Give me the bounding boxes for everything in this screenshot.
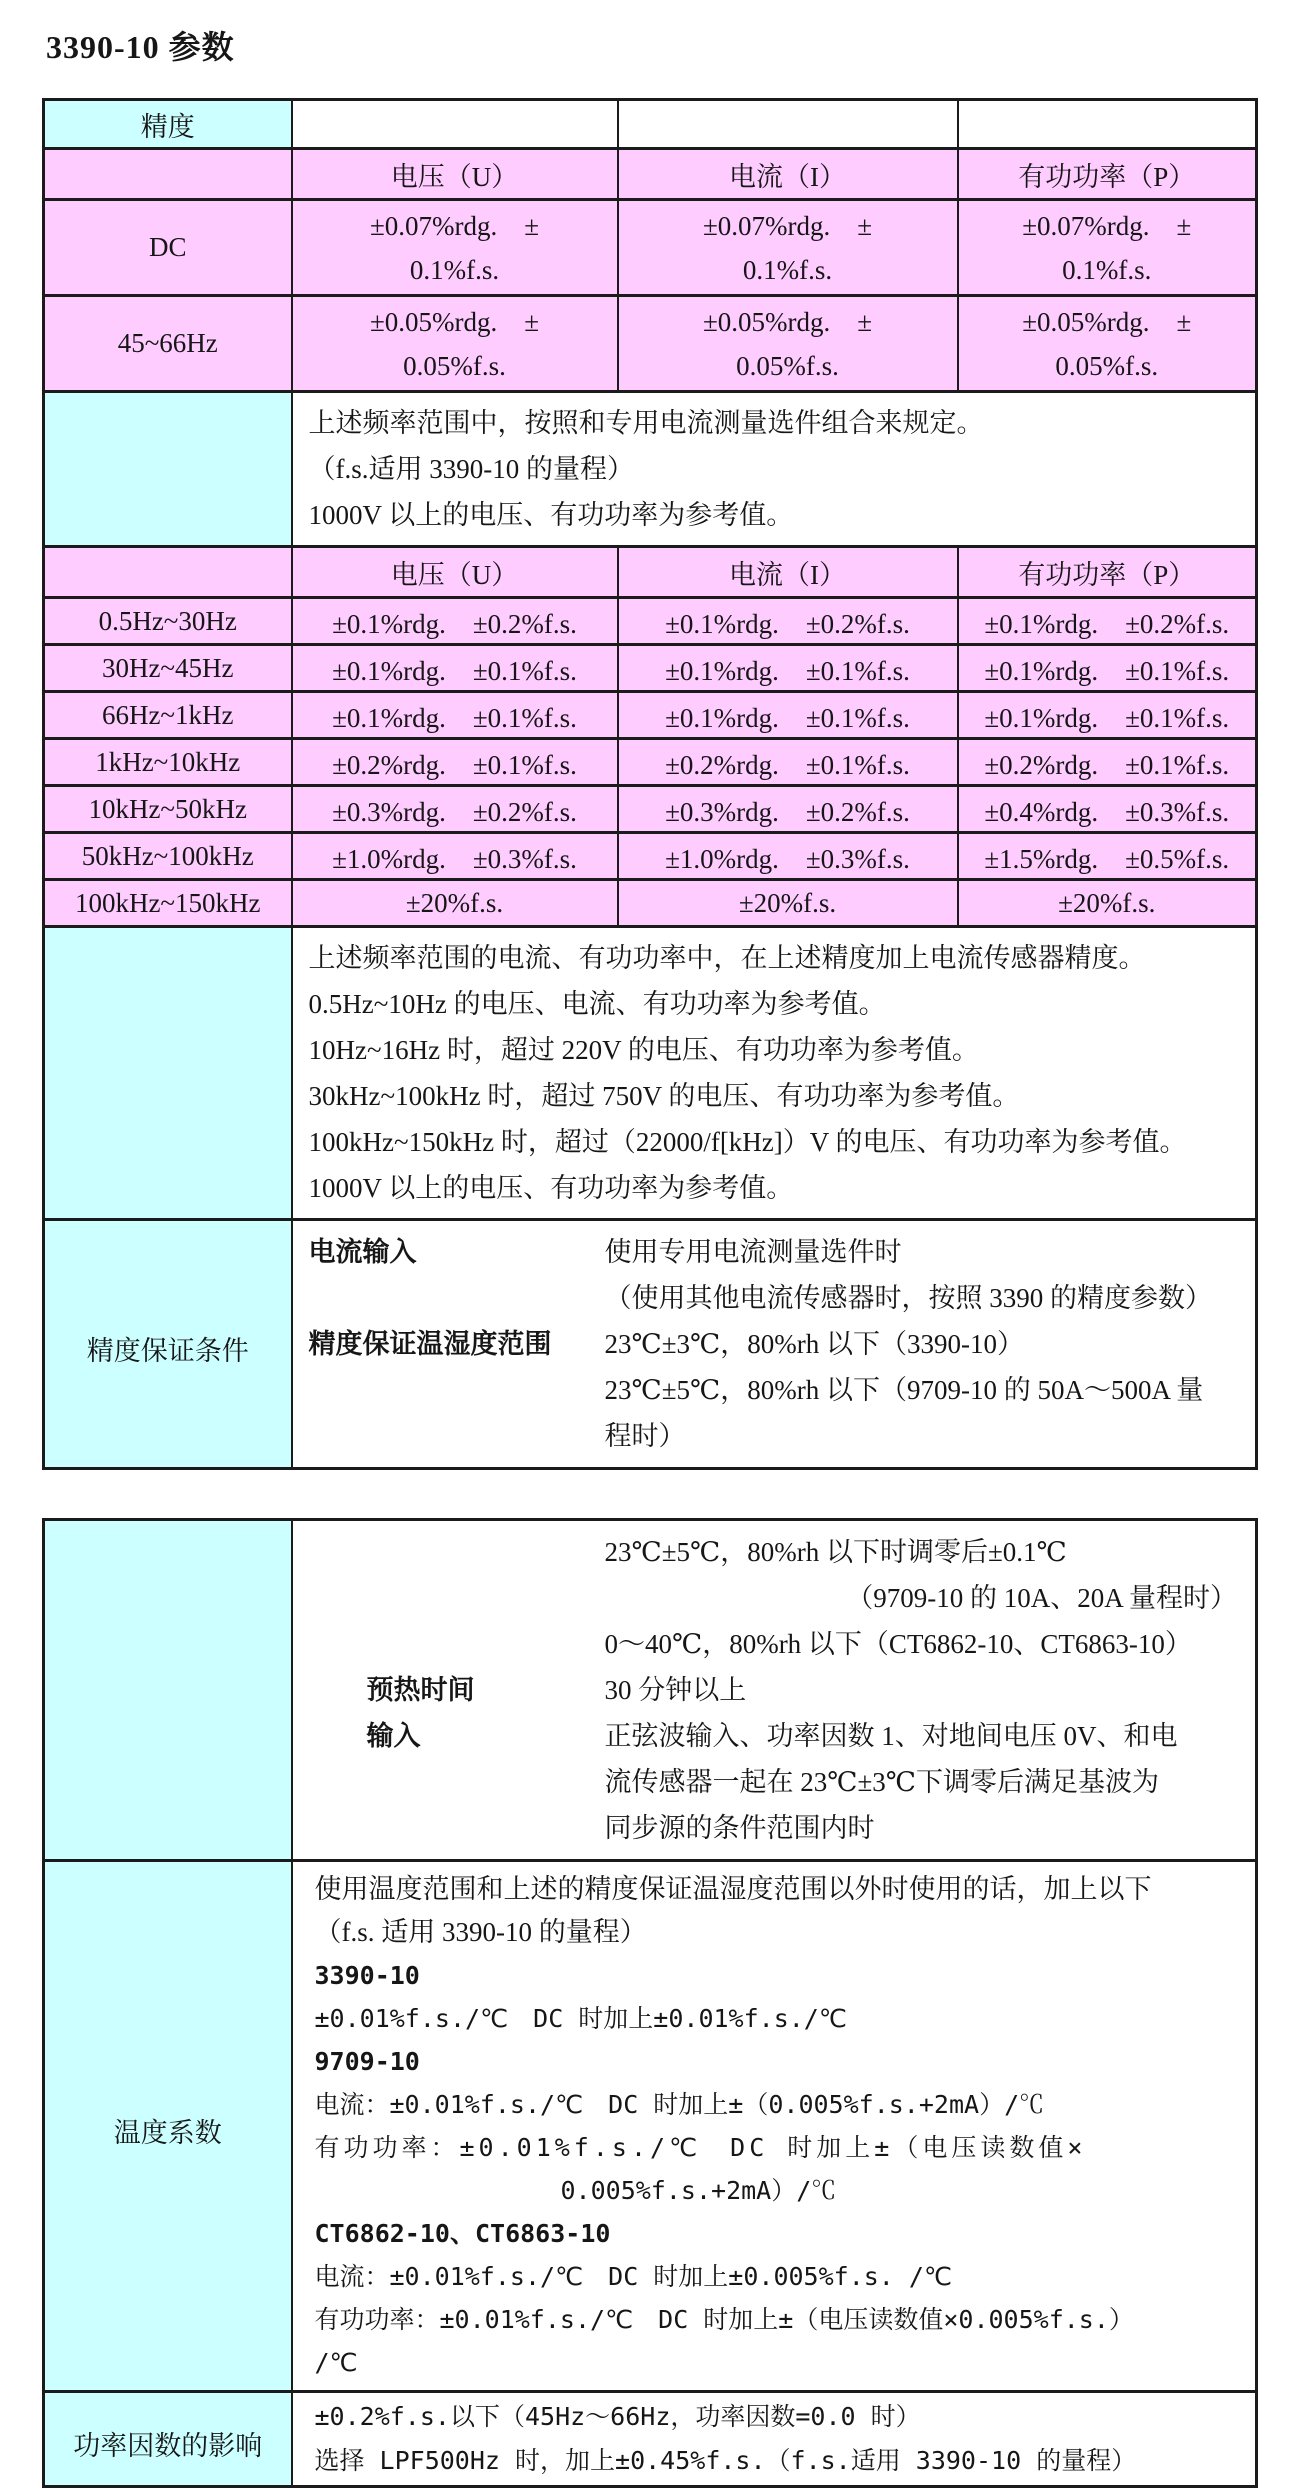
mains-freq-accuracy-row bbox=[44, 296, 1257, 392]
current-value-cell: ±0.1%rdg. ±0.2%f.s. bbox=[618, 598, 958, 645]
value-line: ±0.05%rdg. ± bbox=[369, 306, 540, 337]
value-line: 使用专用电流测量选件时 bbox=[604, 1237, 902, 1267]
current-value-cell: ±0.1%rdg. ±0.1%f.s. bbox=[618, 692, 958, 739]
document-page bbox=[0, 22, 1295, 2475]
value-line: ±0.05%rdg. ± bbox=[1022, 306, 1192, 337]
model-heading: 3390-10 bbox=[314, 1961, 420, 1990]
accuracy-spec-table bbox=[42, 98, 1258, 1470]
notes-row-2 bbox=[44, 927, 1257, 1220]
empty-cell bbox=[958, 100, 1257, 149]
freq-label-cell: 10kHz~50kHz bbox=[44, 786, 292, 833]
temp-line: 0.005%f.s.+2mA）/℃ bbox=[560, 2176, 837, 2205]
current-value-cell: ±1.0%rdg. ±0.3%f.s. bbox=[618, 833, 958, 880]
value-line: 23℃±5℃，80%rh 以下（9709-10 的 50A～500A 量 bbox=[604, 1375, 1204, 1405]
value-line: 23℃±3℃，80%rh 以下（3390-10） bbox=[604, 1329, 1024, 1359]
temp-line: /℃ bbox=[314, 2348, 358, 2377]
power-factor-label-cell: 功率因数的影响 bbox=[44, 2392, 292, 2487]
voltage-value-cell: ±0.2%rdg. ±0.1%f.s. bbox=[292, 739, 618, 786]
value-line: （9709-10 的 10A、20A 量程时） bbox=[846, 1583, 1237, 1613]
input-item-value bbox=[605, 1713, 1250, 1851]
value-line: 0.05%f.s. bbox=[403, 350, 506, 381]
value-line: ±0.05%rdg. ± bbox=[702, 306, 873, 337]
freq-accuracy-row bbox=[44, 833, 1257, 880]
temp-coeff-label-cell: 温度系数 bbox=[44, 1861, 292, 2392]
voltage-value-cell bbox=[292, 296, 618, 392]
temperature-coefficient-row bbox=[44, 1861, 1257, 2392]
value-line: ±0.07%rdg. ± bbox=[1022, 210, 1192, 241]
power-header-cell: 有功功率（P） bbox=[958, 149, 1257, 200]
power-value-cell: ±0.4%rdg. ±0.3%f.s. bbox=[958, 786, 1257, 833]
notes-label-cell bbox=[44, 927, 292, 1220]
value-line: 0.1%f.s. bbox=[742, 254, 833, 285]
current-value-cell: ±0.1%rdg. ±0.1%f.s. bbox=[618, 645, 958, 692]
input-item-name: 输入 bbox=[366, 1721, 421, 1751]
guarantee-item bbox=[293, 1321, 1250, 1459]
model-heading: CT6862-10、CT6863-10 bbox=[314, 2219, 611, 2248]
power-value-cell bbox=[958, 296, 1257, 392]
value-line: 0.05%f.s. bbox=[736, 350, 839, 381]
current-value-cell: ±0.2%rdg. ±0.1%f.s. bbox=[618, 739, 958, 786]
freq-label-cell: 50kHz~100kHz bbox=[44, 833, 292, 880]
temp-line: 电流：±0.01%f.s./℃ DC 时加上±（0.005%f.s.+2mA）/℃ bbox=[314, 2090, 1045, 2119]
pf-line: ±0.2%f.s.以下（45Hz～66Hz，功率因数=0.0 时） bbox=[314, 2402, 921, 2431]
value-line: 0.05%f.s. bbox=[1055, 350, 1159, 381]
value-line: 程时） bbox=[604, 1421, 686, 1451]
current-value-cell: ±0.3%rdg. ±0.2%f.s. bbox=[618, 786, 958, 833]
current-value-cell bbox=[618, 296, 958, 392]
input-item bbox=[293, 1713, 1250, 1851]
guarantee-item-value bbox=[605, 1321, 1250, 1459]
temp-coeff-content-cell bbox=[292, 1861, 1257, 2392]
dc-accuracy-row bbox=[44, 200, 1257, 296]
empty-header-cell bbox=[44, 149, 292, 200]
notes-row-1 bbox=[44, 392, 1257, 547]
voltage-value-cell: ±0.1%rdg. ±0.2%f.s. bbox=[292, 598, 618, 645]
conditions-spec-table bbox=[42, 1518, 1258, 2488]
voltage-value-cell: ±20%f.s. bbox=[292, 880, 618, 927]
note-line: 上述频率范围中，按照和专用电流测量选件组合来规定。 bbox=[308, 408, 984, 438]
accuracy-title-row bbox=[44, 100, 1257, 149]
note-line: （f.s.适用 3390-10 的量程） bbox=[308, 454, 634, 484]
conditions-content-cell bbox=[292, 1520, 1257, 1861]
page-title: 3390-10 参数 bbox=[46, 29, 235, 65]
freq-accuracy-row bbox=[44, 692, 1257, 739]
voltage-value-cell: ±0.1%rdg. ±0.1%f.s. bbox=[292, 692, 618, 739]
condition-item bbox=[293, 1529, 1250, 1667]
value-line: 0～40℃，80%rh 以下（CT6862-10、CT6863-10） bbox=[604, 1629, 1192, 1659]
conditions-label-cell bbox=[44, 1520, 292, 1861]
temp-line: ±0.01%f.s./℃ DC 时加上±0.01%f.s./℃ bbox=[314, 2004, 847, 2033]
notes-content-cell bbox=[292, 392, 1257, 547]
power-factor-row bbox=[44, 2392, 1257, 2487]
freq-label-cell: 0.5Hz~30Hz bbox=[44, 598, 292, 645]
power-value-cell: ±0.1%rdg. ±0.2%f.s. bbox=[958, 598, 1257, 645]
note-line: 10Hz~16Hz 时，超过 220V 的电压、有功功率为参考值。 bbox=[308, 1035, 979, 1065]
temp-line: 有功功率：±0.01%f.s./℃ DC 时加上±（电压读数值× bbox=[314, 2133, 1087, 2162]
note-line: 1000V 以上的电压、有功功率为参考值。 bbox=[308, 500, 794, 530]
guarantee-conditions-row bbox=[44, 1220, 1257, 1469]
voltage-value-cell: ±1.0%rdg. ±0.3%f.s. bbox=[292, 833, 618, 880]
value-line: 正弦波输入、功率因数 1、对地间电压 0V、和电 bbox=[604, 1721, 1178, 1751]
model-heading: 9709-10 bbox=[314, 2047, 420, 2076]
current-value-cell: ±20%f.s. bbox=[618, 880, 958, 927]
voltage-value-cell: ±0.1%rdg. ±0.1%f.s. bbox=[292, 645, 618, 692]
voltage-header-cell: 电压（U） bbox=[292, 149, 618, 200]
value-line: 0.1%f.s. bbox=[409, 254, 500, 285]
freq-label-cell: 30Hz~45Hz bbox=[44, 645, 292, 692]
guarantee-label-cell: 精度保证条件 bbox=[44, 1220, 292, 1469]
warmup-item bbox=[293, 1667, 1250, 1713]
power-factor-content-cell bbox=[292, 2392, 1257, 2487]
note-line: 上述频率范围的电流、有功功率中，在上述精度加上电流传感器精度。 bbox=[308, 943, 1146, 973]
freq-label-cell: 66Hz~1kHz bbox=[44, 692, 292, 739]
value-line: 0.1%f.s. bbox=[1062, 254, 1152, 285]
power-value-cell: ±0.2%rdg. ±0.1%f.s. bbox=[958, 739, 1257, 786]
power-value-cell bbox=[958, 200, 1257, 296]
warmup-item-name: 预热时间 bbox=[366, 1675, 475, 1705]
temp-line: 使用温度范围和上述的精度保证温湿度范围以外时使用的话，加上以下 bbox=[314, 1874, 1152, 1904]
note-line: 30kHz~100kHz 时，超过 750V 的电压、有功功率为参考值。 bbox=[308, 1081, 1020, 1111]
notes-label-cell bbox=[44, 392, 292, 547]
empty-header-cell bbox=[44, 547, 292, 598]
freq-label-cell: 45~66Hz bbox=[44, 296, 292, 392]
freq-accuracy-row bbox=[44, 880, 1257, 927]
guarantee-item-name: 电流输入 bbox=[308, 1237, 417, 1267]
freq-accuracy-row bbox=[44, 645, 1257, 692]
guarantee-item-name: 精度保证温湿度范围 bbox=[308, 1329, 552, 1359]
warmup-item-value bbox=[605, 1667, 1250, 1713]
voltage-value-cell: ±0.3%rdg. ±0.2%f.s. bbox=[292, 786, 618, 833]
column-header-row-2 bbox=[44, 547, 1257, 598]
column-header-row bbox=[44, 149, 1257, 200]
accuracy-label-cell: 精度 bbox=[44, 100, 292, 149]
voltage-header-cell: 电压（U） bbox=[292, 547, 618, 598]
power-value-cell: ±0.1%rdg. ±0.1%f.s. bbox=[958, 645, 1257, 692]
guarantee-item-value bbox=[605, 1229, 1250, 1321]
guarantee-content-cell bbox=[292, 1220, 1257, 1469]
note-line: 100kHz~150kHz 时，超过（22000/f[kHz]）V 的电压、有功功率为参考值。 bbox=[308, 1127, 1187, 1157]
condition-item-value bbox=[605, 1529, 1250, 1667]
value-line: 23℃±5℃，80%rh 以下时调零后±0.1℃ bbox=[604, 1537, 1067, 1567]
value-line: 30 分钟以上 bbox=[604, 1675, 747, 1705]
guarantee-item bbox=[293, 1229, 1250, 1321]
temp-line: （f.s. 适用 3390-10 的量程） bbox=[314, 1917, 647, 1947]
freq-label-cell: DC bbox=[44, 200, 292, 296]
note-line: 0.5Hz~10Hz 的电压、电流、有功功率为参考值。 bbox=[308, 989, 886, 1019]
value-line: ±0.07%rdg. ± bbox=[369, 210, 540, 241]
voltage-value-cell bbox=[292, 200, 618, 296]
power-value-cell: ±0.1%rdg. ±0.1%f.s. bbox=[958, 692, 1257, 739]
note-line: 1000V 以上的电压、有功功率为参考值。 bbox=[308, 1173, 794, 1203]
current-header-cell: 电流（I） bbox=[618, 547, 958, 598]
temp-line: 电流：±0.01%f.s./℃ DC 时加上±0.005%f.s. /℃ bbox=[314, 2262, 953, 2291]
pf-line: 选择 LPF500Hz 时，加上±0.45%f.s.（f.s.适用 3390-10 的量程） bbox=[314, 2446, 1137, 2475]
value-line: （使用其他电流传感器时，按照 3390 的精度参数） bbox=[604, 1283, 1212, 1313]
current-header-cell: 电流（I） bbox=[618, 149, 958, 200]
freq-label-cell: 1kHz~10kHz bbox=[44, 739, 292, 786]
temp-line: 有功功率：±0.01%f.s./℃ DC 时加上±（电压读数值×0.005%f.s.） bbox=[314, 2305, 1134, 2334]
conditions-continuation-row bbox=[44, 1520, 1257, 1861]
empty-cell bbox=[292, 100, 618, 149]
power-header-cell: 有功功率（P） bbox=[958, 547, 1257, 598]
value-line: ±0.07%rdg. ± bbox=[702, 210, 873, 241]
power-value-cell: ±1.5%rdg. ±0.5%f.s. bbox=[958, 833, 1257, 880]
value-line: 流传感器一起在 23℃±3℃下调零后满足基波为 bbox=[604, 1767, 1159, 1797]
value-line: 同步源的条件范围内时 bbox=[604, 1813, 875, 1843]
freq-accuracy-row bbox=[44, 786, 1257, 833]
freq-accuracy-row bbox=[44, 739, 1257, 786]
freq-label-cell: 100kHz~150kHz bbox=[44, 880, 292, 927]
freq-accuracy-row bbox=[44, 598, 1257, 645]
notes-content-cell bbox=[292, 927, 1257, 1220]
power-value-cell: ±20%f.s. bbox=[958, 880, 1257, 927]
current-value-cell bbox=[618, 200, 958, 296]
empty-cell bbox=[618, 100, 958, 149]
